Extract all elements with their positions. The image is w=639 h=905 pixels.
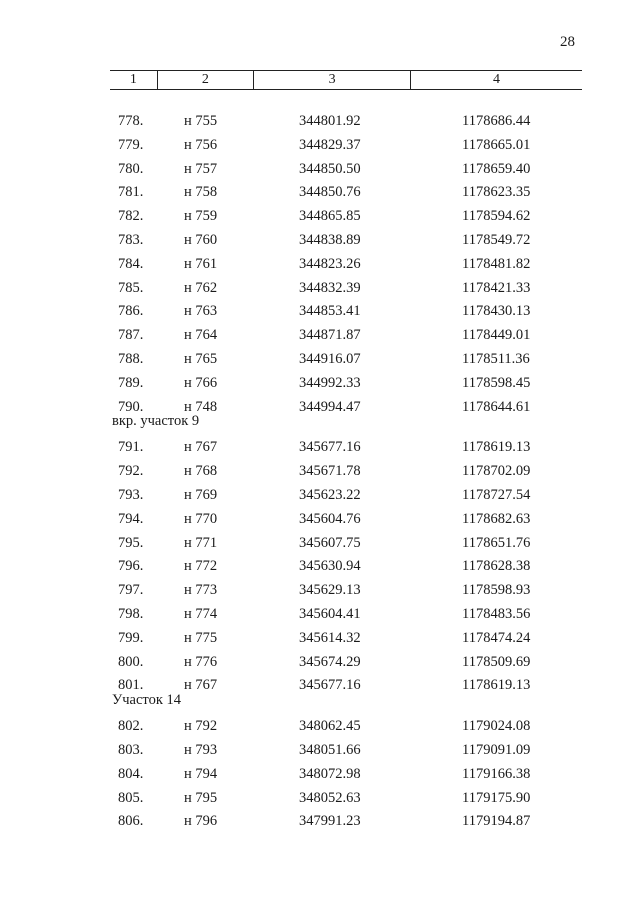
coord-y: 1178727.54: [462, 486, 531, 503]
point-id: н 765: [184, 350, 218, 367]
coord-x: 345629.13: [299, 582, 361, 599]
table-row: [0, 110, 639, 134]
point-id: н 772: [184, 558, 218, 575]
coord-y: 1178549.72: [462, 231, 531, 248]
table-row: [0, 651, 639, 675]
coord-y: 1178682.63: [462, 510, 531, 527]
row-number: 805.: [118, 789, 144, 806]
table-row: [0, 763, 639, 787]
table-row: [0, 603, 639, 627]
row-number: 783.: [118, 231, 144, 248]
point-id: н 768: [184, 463, 218, 480]
point-id: н 748: [184, 398, 218, 415]
table-row: [0, 627, 639, 651]
table-row: [0, 508, 639, 532]
coord-x: 345677.16: [299, 439, 361, 456]
coord-x: 345671.78: [299, 463, 361, 480]
coord-y: 1178594.62: [462, 208, 531, 225]
coord-y: 1178659.40: [462, 160, 531, 177]
point-id: н 775: [184, 629, 218, 646]
coord-x: 344992.33: [299, 374, 361, 391]
table-row: [0, 134, 639, 158]
row-number: 801.: [118, 677, 144, 694]
point-id: н 758: [184, 184, 218, 201]
table-row: [0, 579, 639, 603]
coord-x: 344865.85: [299, 208, 361, 225]
point-id: н 759: [184, 208, 218, 225]
point-id: н 763: [184, 303, 218, 320]
coord-x: 344832.39: [299, 279, 361, 296]
coord-y: 1178619.13: [462, 677, 531, 694]
row-number: 806.: [118, 813, 144, 830]
point-id: н 795: [184, 789, 218, 806]
table-row: [0, 436, 639, 460]
coord-x: 344871.87: [299, 327, 361, 344]
row-number: 793.: [118, 486, 144, 503]
point-id: н 766: [184, 374, 218, 391]
table-row: [0, 205, 639, 229]
row-number: 790.: [118, 398, 144, 415]
table-row: [0, 715, 639, 739]
coord-x: 345677.16: [299, 677, 361, 694]
coord-x: 344838.89: [299, 231, 361, 248]
coord-y: 1178623.35: [462, 184, 531, 201]
row-number: 787.: [118, 327, 144, 344]
coord-x: 348052.63: [299, 789, 361, 806]
table-row: [0, 532, 639, 556]
table-row: [0, 787, 639, 811]
point-id: н 770: [184, 510, 218, 527]
table-row: [0, 324, 639, 348]
coord-y: 1178628.38: [462, 558, 531, 575]
row-number: 791.: [118, 439, 144, 456]
point-id: н 757: [184, 160, 218, 177]
table-row: [0, 181, 639, 205]
table-row: [0, 674, 639, 698]
row-number: 795.: [118, 534, 144, 551]
coord-y: 1178598.45: [462, 374, 531, 391]
table-header: [110, 70, 582, 90]
table-row: [0, 300, 639, 324]
coord-y: 1178511.36: [462, 350, 530, 367]
coord-y: 1179166.38: [462, 765, 531, 782]
row-number: 780.: [118, 160, 144, 177]
row-number: 792.: [118, 463, 144, 480]
section-heading-label: вкр. участок 9: [112, 413, 200, 430]
coord-x: 344823.26: [299, 255, 361, 272]
row-number: 796.: [118, 558, 144, 575]
coord-y: 1178481.82: [462, 255, 531, 272]
coord-x: 344994.47: [299, 398, 361, 415]
coord-x: 348062.45: [299, 718, 361, 735]
coord-y: 1178702.09: [462, 463, 531, 480]
point-id: н 764: [184, 327, 218, 344]
point-id: н 796: [184, 813, 218, 830]
row-number: 794.: [118, 510, 144, 527]
coord-y: 1179194.87: [462, 813, 531, 830]
coord-y: 1178474.24: [462, 629, 531, 646]
point-id: н 761: [184, 255, 218, 272]
row-number: 798.: [118, 605, 144, 622]
table-body: [0, 110, 639, 834]
coord-y: 1179024.08: [462, 718, 531, 735]
coord-x: 345630.94: [299, 558, 361, 575]
coord-y: 1178509.69: [462, 653, 531, 670]
coord-x: 344850.76: [299, 184, 361, 201]
coord-y: 1178665.01: [462, 136, 531, 153]
page-number: 28: [560, 34, 575, 50]
point-id: н 767: [184, 439, 218, 456]
point-id: н 774: [184, 605, 218, 622]
row-number: 788.: [118, 350, 144, 367]
coord-x: 345674.29: [299, 653, 361, 670]
row-number: 784.: [118, 255, 144, 272]
coord-x: 347991.23: [299, 813, 361, 830]
row-number: 782.: [118, 208, 144, 225]
table-row: [0, 460, 639, 484]
point-id: н 794: [184, 765, 218, 782]
row-number: 804.: [118, 765, 144, 782]
table-row: [0, 484, 639, 508]
table-row: [0, 372, 639, 396]
coord-x: 344829.37: [299, 136, 361, 153]
row-number: 781.: [118, 184, 144, 201]
coord-y: 1178651.76: [462, 534, 531, 551]
table-row: [0, 810, 639, 834]
coord-y: 1178598.93: [462, 582, 531, 599]
coord-y: 1178619.13: [462, 439, 531, 456]
coord-y: 1179175.90: [462, 789, 531, 806]
point-id: н 760: [184, 231, 218, 248]
row-number: 800.: [118, 653, 144, 670]
table-row: [0, 158, 639, 182]
row-number: 786.: [118, 303, 144, 320]
table-row: [0, 396, 639, 420]
row-number: 779.: [118, 136, 144, 153]
table-row: [0, 229, 639, 253]
coord-y: 1178449.01: [462, 327, 531, 344]
table-row: [0, 253, 639, 277]
coord-x: 345614.32: [299, 629, 361, 646]
point-id: н 769: [184, 486, 218, 503]
coord-x: 344801.92: [299, 113, 361, 129]
coord-x: 345607.75: [299, 534, 361, 551]
coord-x: 344853.41: [299, 303, 361, 320]
coord-x: 345604.76: [299, 510, 361, 527]
row-number: 778.: [118, 113, 144, 129]
coord-y: 1178421.33: [462, 279, 531, 296]
point-id: н 771: [184, 534, 218, 551]
row-number: 803.: [118, 741, 144, 758]
row-number: 797.: [118, 582, 144, 599]
section-heading: [0, 413, 639, 436]
row-number: 799.: [118, 629, 144, 646]
table-row: [0, 555, 639, 579]
header-col-2: 2: [157, 71, 253, 89]
coord-y: 1178644.61: [462, 398, 531, 415]
coord-x: 348051.66: [299, 741, 361, 758]
point-id: н 767: [184, 677, 218, 694]
point-id: н 776: [184, 653, 218, 670]
coord-x: 345623.22: [299, 486, 361, 503]
point-id: н 792: [184, 718, 218, 735]
header-col-3: 3: [253, 71, 410, 89]
coord-y: 1179091.09: [462, 741, 531, 758]
header-col-1: 1: [129, 72, 137, 87]
point-id: н 755: [184, 113, 218, 129]
point-id: н 762: [184, 279, 218, 296]
point-id: н 793: [184, 741, 218, 758]
coord-x: 344850.50: [299, 160, 361, 177]
section-heading: [0, 692, 639, 715]
coord-y: 1178430.13: [462, 303, 531, 320]
section-heading-label: Участок 14: [112, 692, 181, 709]
coord-x: 344916.07: [299, 350, 361, 367]
point-id: н 773: [184, 582, 218, 599]
coord-y: 1178483.56: [462, 605, 531, 622]
table-row: [0, 348, 639, 372]
header-col-4: 4: [410, 71, 582, 89]
table-row: [0, 277, 639, 301]
coord-x: 345604.41: [299, 605, 361, 622]
point-id: н 756: [184, 136, 218, 153]
row-number: 789.: [118, 374, 144, 391]
row-number: 802.: [118, 718, 144, 735]
table-row: [0, 739, 639, 763]
row-number: 785.: [118, 279, 144, 296]
coord-y: 1178686.44: [462, 113, 531, 129]
coord-x: 348072.98: [299, 765, 361, 782]
